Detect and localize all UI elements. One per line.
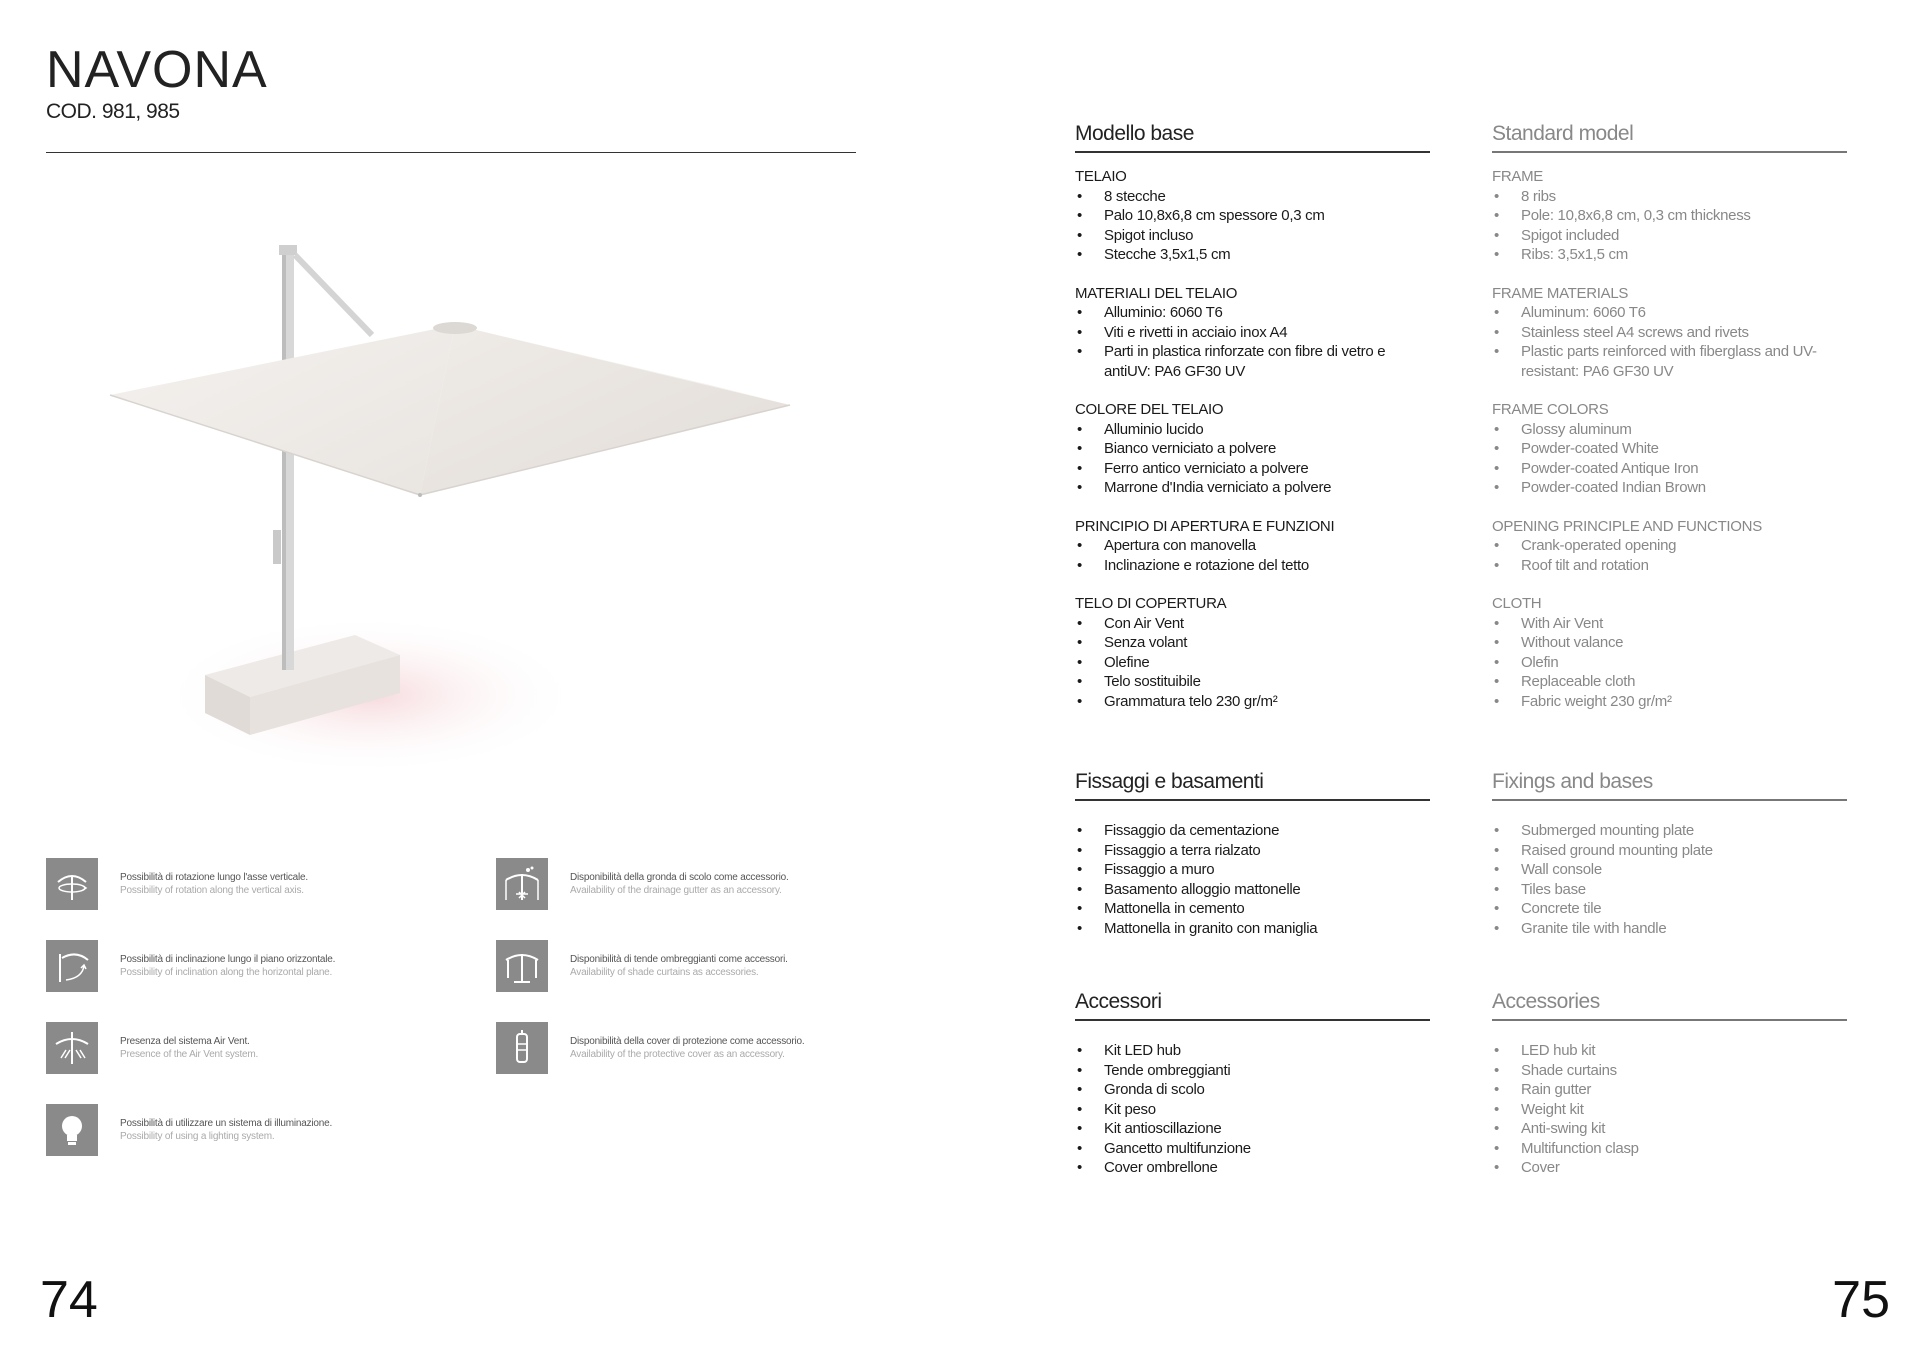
list-item: • Senza volant [1075, 633, 1430, 653]
colors-list-en [1492, 420, 1847, 498]
cloth-list-it [1075, 614, 1430, 712]
list-item: • Kit antioscillazione [1075, 1119, 1430, 1139]
list-item: • Alluminio lucido [1075, 420, 1430, 440]
frame-list-en [1492, 187, 1847, 265]
frame-list-it [1075, 187, 1430, 265]
list-item: • Without valance [1492, 633, 1847, 653]
spec-column-en [1492, 122, 1847, 730]
standard-model-heading-en: Standard model [1492, 122, 1847, 153]
list-item: • Palo 10,8x6,8 cm spessore 0,3 cm [1075, 206, 1430, 226]
standard-model-heading-it: Modello base [1075, 122, 1430, 153]
feature-text-it: Possibilità di inclinazione lungo il piano orizzontale. [120, 954, 336, 965]
list-item: • Glossy aluminum [1492, 420, 1847, 440]
feature-gutter [496, 858, 896, 910]
feature-text-it: Disponibilità della gronda di scolo come accessorio. [570, 872, 789, 883]
list-item: • With Air Vent [1492, 614, 1847, 634]
cloth-subheading-it: TELO DI COPERTURA [1075, 595, 1227, 612]
accessories-list-en [1492, 1041, 1847, 1178]
list-item: • Aluminum: 6060 T6 [1492, 303, 1847, 323]
cloth-subheading-en: CLOTH [1492, 595, 1542, 612]
list-item: • Fissaggio da cementazione [1075, 821, 1430, 841]
product-code: COD. 981, 985 [46, 100, 180, 123]
list-item: • Powder-coated White [1492, 439, 1847, 459]
list-item: • Mattonella in cemento [1075, 899, 1430, 919]
feature-text-it: Disponibilità della cover di protezione come accessorio. [570, 1036, 805, 1047]
accessories-column-en [1492, 990, 1847, 1197]
list-item: • Anti-swing kit [1492, 1119, 1847, 1139]
fixings-list-it [1075, 821, 1430, 938]
list-item: • Weight kit [1492, 1100, 1847, 1120]
list-item: • Concrete tile [1492, 899, 1847, 919]
feature-air-vent [46, 1022, 446, 1074]
list-item: • Powder-coated Antique Iron [1492, 459, 1847, 479]
feature-rotation [46, 858, 446, 910]
list-item: • Viti e rivetti in acciaio inox A4 [1075, 323, 1430, 343]
list-item: • 8 stecche [1075, 187, 1430, 207]
umbrella-image [90, 215, 810, 795]
list-item: • Shade curtains [1492, 1061, 1847, 1081]
frame-subheading-en: FRAME [1492, 168, 1544, 185]
rotation-icon [46, 858, 98, 910]
feature-text-en: Presence of the Air Vent system. [120, 1049, 259, 1060]
list-item: • Apertura con manovella [1075, 536, 1430, 556]
list-item: • Tiles base [1492, 880, 1847, 900]
list-item: • Submerged mounting plate [1492, 821, 1847, 841]
list-item: • Rain gutter [1492, 1080, 1847, 1100]
air-vent-icon [46, 1022, 98, 1074]
feature-text-it: Disponibilità di tende ombreggianti come accessori. [570, 954, 788, 965]
feature-inclination [46, 940, 446, 992]
list-item: • Fissaggio a terra rialzato [1075, 841, 1430, 861]
list-item: • Mattonella in granito con maniglia [1075, 919, 1430, 939]
list-item: • Con Air Vent [1075, 614, 1430, 634]
cloth-list-en [1492, 614, 1847, 712]
materials-subheading-it: MATERIALI DEL TELAIO [1075, 284, 1238, 302]
bulb-icon [46, 1104, 98, 1156]
frame-subheading-it: TELAIO [1075, 168, 1127, 185]
accessories-column-it [1075, 990, 1430, 1197]
feature-text-en: Availability of the drainage gutter as an accessory. [570, 885, 782, 896]
fixings-heading-en: Fixings and bases [1492, 770, 1847, 801]
list-item: • Kit peso [1075, 1100, 1430, 1120]
feature-text-it: Possibilità di rotazione lungo l'asse verticale. [120, 872, 308, 883]
accessories-list-it [1075, 1041, 1430, 1178]
list-item: • Basamento alloggio mattonelle [1075, 880, 1430, 900]
list-item: • Gronda di scolo [1075, 1080, 1430, 1100]
list-item: • Wall console [1492, 860, 1847, 880]
list-item: • Spigot included [1492, 226, 1847, 246]
opening-list-it [1075, 536, 1430, 575]
fixings-column-en [1492, 770, 1847, 957]
list-item: • Marrone d'India verniciato a polvere [1075, 478, 1430, 498]
colors-list-it [1075, 420, 1430, 498]
list-item: • Pole: 10,8x6,8 cm, 0,3 cm thickness [1492, 206, 1847, 226]
list-item: • Alluminio: 6060 T6 [1075, 303, 1430, 323]
list-item: • Crank-operated opening [1492, 536, 1847, 556]
feature-lighting [46, 1104, 446, 1156]
materials-list-en [1492, 303, 1847, 381]
list-item: • Replaceable cloth [1492, 672, 1847, 692]
opening-list-en [1492, 536, 1847, 575]
feature-text-en: Possibility of inclination along the horizontal plane. [120, 967, 333, 978]
list-item: • Telo sostituibile [1075, 672, 1430, 692]
list-item: • Olefin [1492, 653, 1847, 673]
opening-subheading-it: PRINCIPIO DI APERTURA E FUNZIONI [1075, 517, 1335, 535]
accessories-heading-en: Accessories [1492, 990, 1847, 1021]
feature-cover [496, 1022, 896, 1074]
feature-text-it: Possibilità di utilizzare un sistema di illuminazione. [120, 1118, 333, 1129]
list-item: • Raised ground mounting plate [1492, 841, 1847, 861]
list-item: • Cover ombrellone [1075, 1158, 1430, 1178]
list-item: • Olefine [1075, 653, 1430, 673]
list-item: • Kit LED hub [1075, 1041, 1430, 1061]
cover-icon [496, 1022, 548, 1074]
accessories-heading-it: Accessori [1075, 990, 1430, 1021]
curtain-icon [496, 940, 548, 992]
list-item: • Roof tilt and rotation [1492, 556, 1847, 576]
list-item: • Fissaggio a muro [1075, 860, 1430, 880]
list-item: • Gancetto multifunzione [1075, 1139, 1430, 1159]
colors-subheading-it: COLORE DEL TELAIO [1075, 401, 1224, 418]
list-item: • LED hub kit [1492, 1041, 1847, 1061]
list-item: • Tende ombreggianti [1075, 1061, 1430, 1081]
fixings-list-en [1492, 821, 1847, 938]
list-item: • Multifunction clasp [1492, 1139, 1847, 1159]
feature-text-en: Possibility of rotation along the vertical axis. [120, 885, 304, 896]
feature-text-en: Availability of shade curtains as accessories. [570, 967, 759, 978]
materials-subheading-en: FRAME MATERIALS [1492, 284, 1629, 302]
materials-list-it [1075, 303, 1430, 381]
list-item: • 8 ribs [1492, 187, 1847, 207]
list-item: • Cover [1492, 1158, 1847, 1178]
feature-text-en: Possibility of using a lighting system. [120, 1131, 275, 1142]
fixings-column-it [1075, 770, 1430, 957]
list-item: • Fabric weight 230 gr/m² [1492, 692, 1847, 712]
list-item: • Ferro antico verniciato a polvere [1075, 459, 1430, 479]
list-item: • Inclinazione e rotazione del tetto [1075, 556, 1430, 576]
product-title: NAVONA [46, 41, 268, 99]
title-divider [46, 152, 856, 153]
feature-text-it: Presenza del sistema Air Vent. [120, 1036, 250, 1047]
inclination-icon [46, 940, 98, 992]
page-number-left: 74 [40, 1271, 98, 1329]
list-item: • Powder-coated Indian Brown [1492, 478, 1847, 498]
list-item: • Bianco verniciato a polvere [1075, 439, 1430, 459]
feature-icons [46, 858, 866, 1178]
list-item: • Grammatura telo 230 gr/m² [1075, 692, 1430, 712]
list-item: • Spigot incluso [1075, 226, 1430, 246]
list-item: • Granite tile with handle [1492, 919, 1847, 939]
list-item: • Parti in plastica rinforzate con fibre di vetro e antiUV: PA6 GF30 UV [1075, 342, 1430, 381]
list-item: • Ribs: 3,5x1,5 cm [1492, 245, 1847, 265]
feature-curtains [496, 940, 896, 992]
list-item: • Stainless steel A4 screws and rivets [1492, 323, 1847, 343]
fixings-heading-it: Fissaggi e basamenti [1075, 770, 1430, 801]
spec-column-it [1075, 122, 1430, 730]
list-item: • Stecche 3,5x1,5 cm [1075, 245, 1430, 265]
feature-text-en: Availability of the protective cover as an accessory. [570, 1049, 785, 1060]
colors-subheading-en: FRAME COLORS [1492, 401, 1609, 418]
gutter-icon [496, 858, 548, 910]
opening-subheading-en: OPENING PRINCIPLE AND FUNCTIONS [1492, 517, 1762, 535]
list-item: • Plastic parts reinforced with fiberglass and UV-resistant: PA6 GF30 UV [1492, 342, 1847, 381]
page-number-right: 75 [1832, 1271, 1890, 1329]
